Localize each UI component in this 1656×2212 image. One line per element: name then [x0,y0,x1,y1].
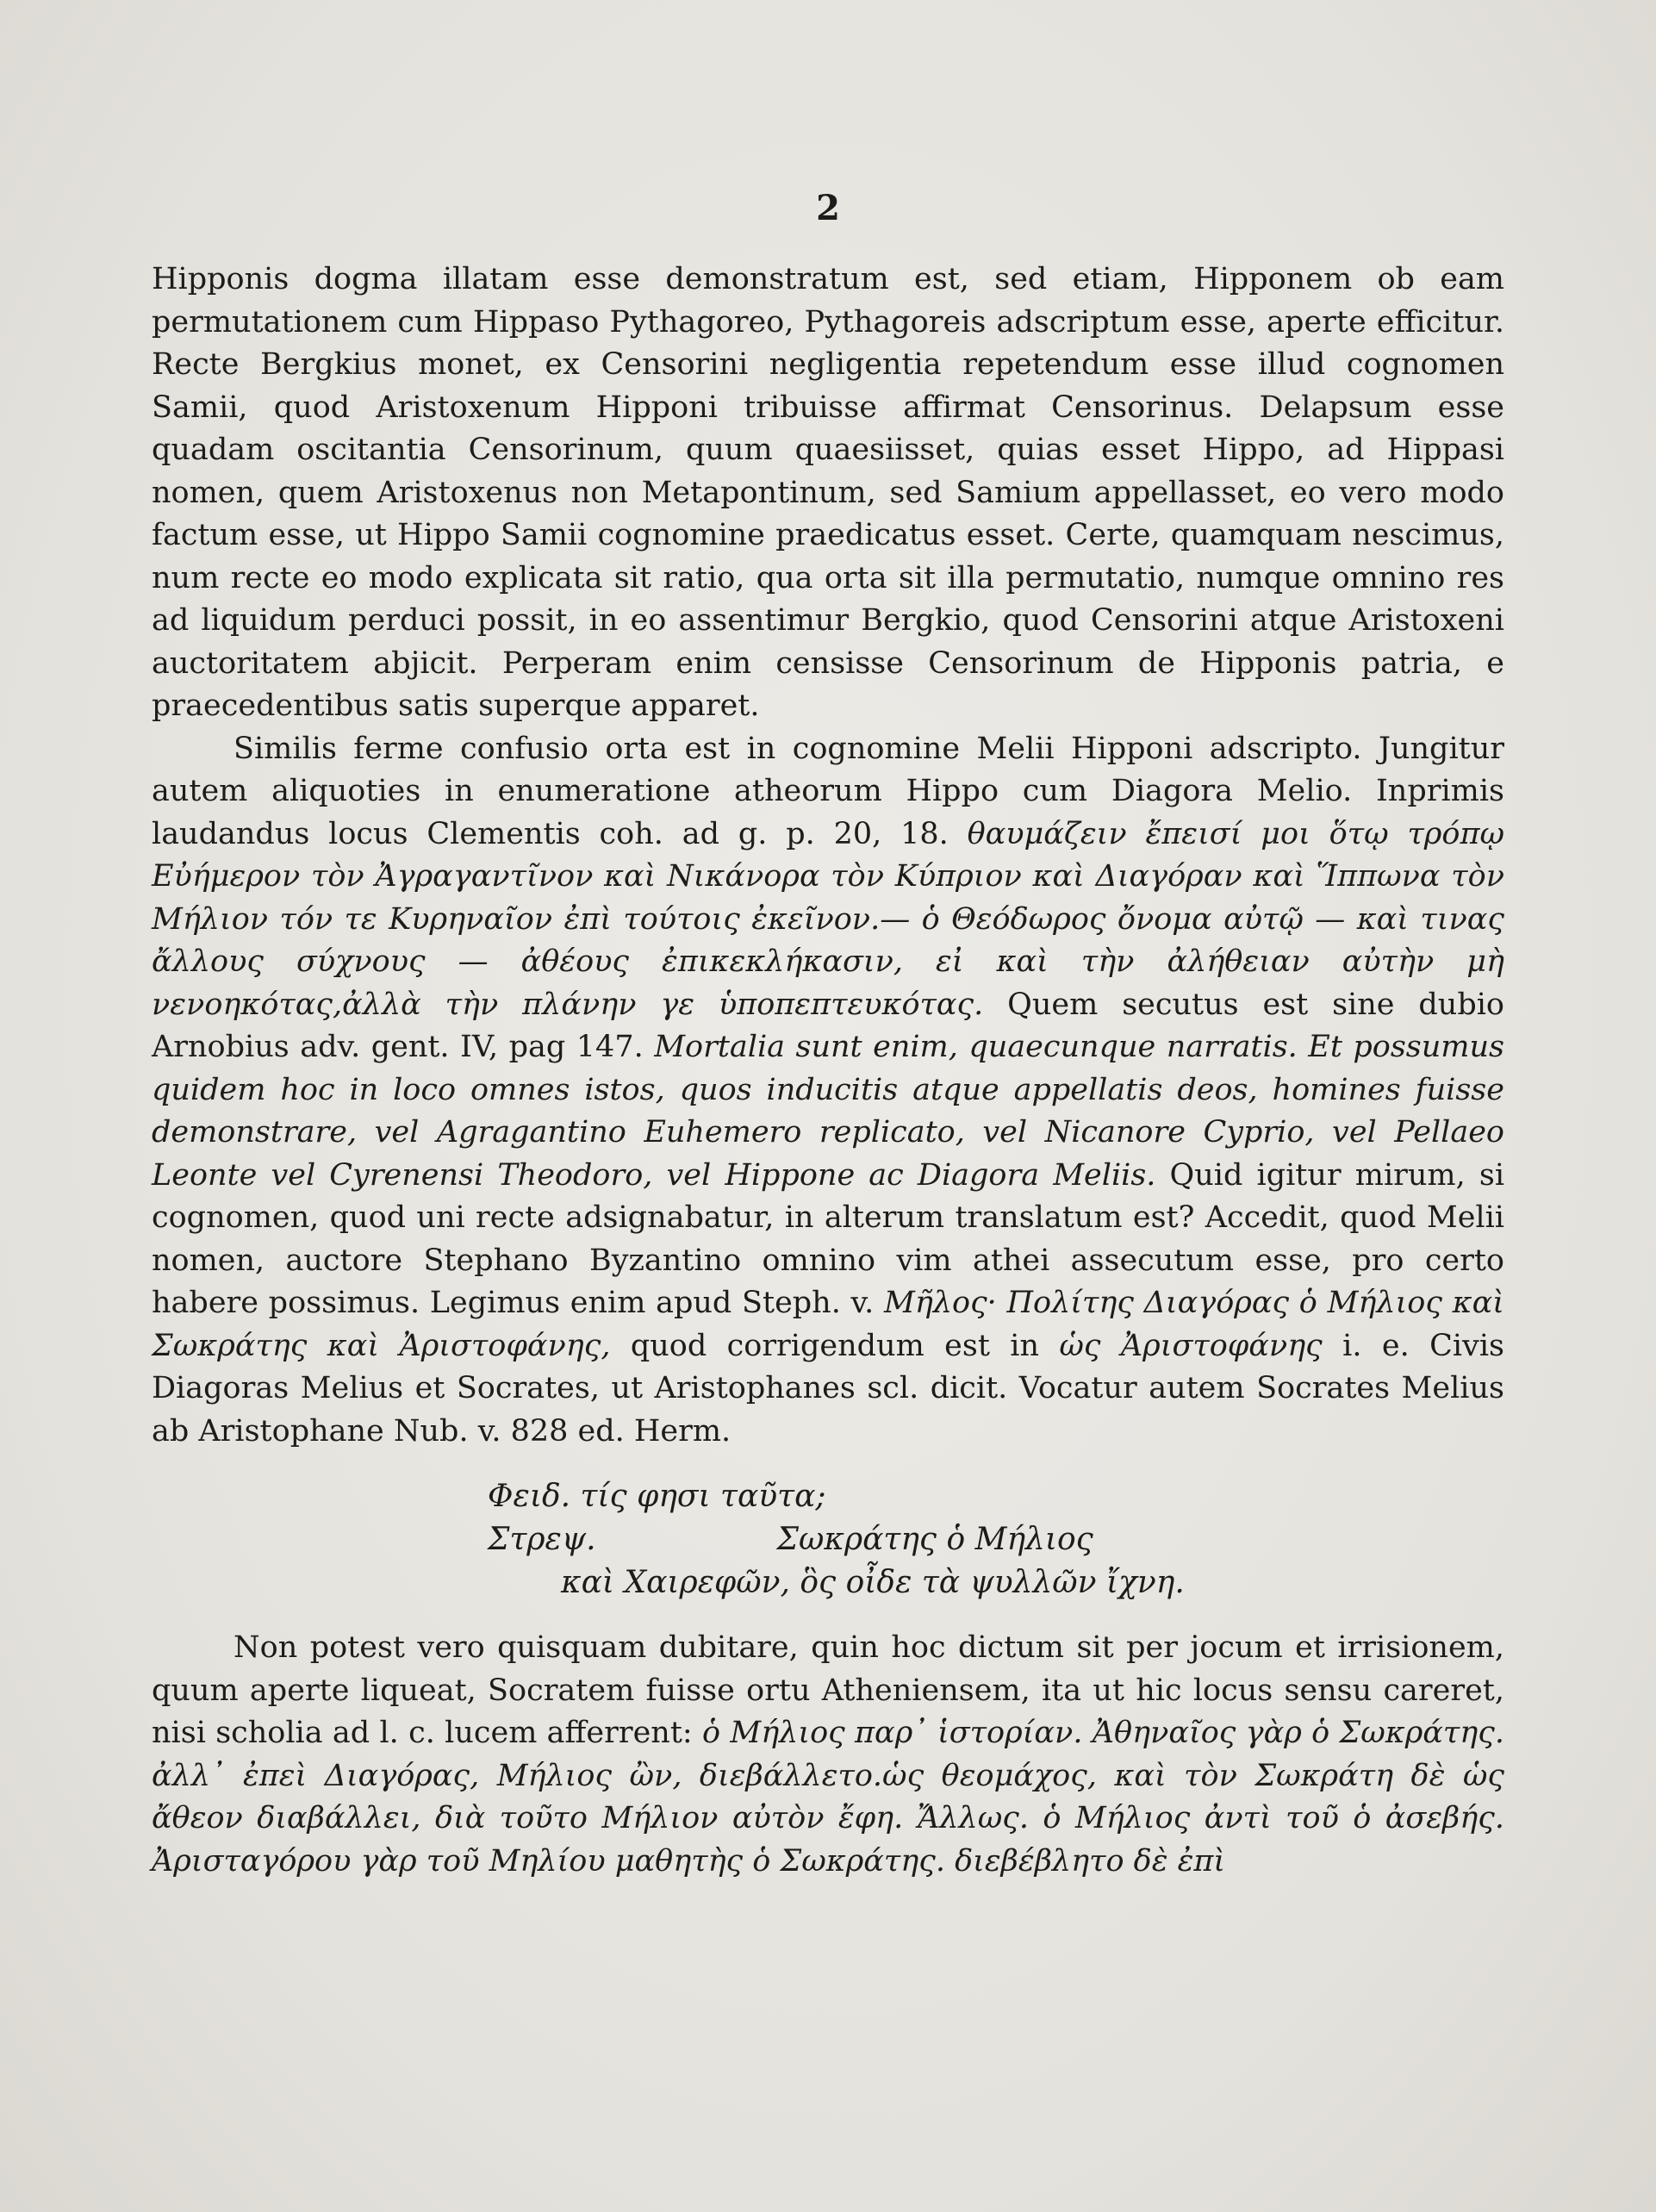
p2-latin-3: Quid igitur mirum, si cognomen, quod uni recte adsignabatur, in alterum translatum est? Accedit, quod Melii nomen, auctore Stephano Byzantino omnino vim athei assecutum esse, pro certo habere possimus. Legimus enim apud Steph. v. [152,1157,1505,1320]
p2-latin-5: i. e. Civis Diagoras Melius et Socrates, ut Aristophanes scl. dicit. Vocatur autem Socrates Melius ab Aristophane Nub. v. 828 ed. Herm. [152,1328,1504,1449]
page-number: 2 [816,188,840,228]
text-body [152,259,1504,1883]
p2-greek-clement: θαυμάζειν ἔπεισί μοι ὅτῳ τρόπῳ Εὐήμερον τὸν Ἀγραγαντῖνον καὶ Νικάνορα τὸν Κύπριον καὶ Διαγόραν καὶ Ἵππωνα τὸν Μήλιον τόν τε Κυρηναῖον ἐπὶ τούτοις ἐκεῖνον.— ὁ Θεόδωρος ὄνομα αὐτῷ — καὶ τινας ἄλλους σύχνους — ἀθέους ἐπικεκλήκασιν, εἰ καὶ τὴν ἀλήθειαν αὐτὴν μὴ νενοηκότας,ἀλλὰ τὴν πλάνην γε ὑποπεπτευκότας. [152,816,1504,1022]
p3-latin: Non potest vero quisquam dubitare, quin hoc dictum sit per jocum et irrisionem, quum aperte liqueat, Socratem fuisse ortu Atheniensem, ita ut hic locus sensu careret, nisi scholia ad l. c. lucem afferrent: [152,1630,1504,1750]
paragraph-2 [152,728,1504,1454]
p3-greek-scholia: ὁ Μήλιος παρ᾽ ἱστορίαν. Ἀθηναῖος γὰρ ὁ Σωκράτης. ἀλλ᾽ ἐπεὶ Διαγόρας, Μήλιος ὢν, διεβάλλετο.ὡς θεομάχος, καὶ τὸν Σωκράτη δὲ ὡς ἄθεον διαβάλλει, διὰ τοῦτο Μήλιον αὐτὸν ἔφη. Ἄλλως. ὁ Μήλιος ἀντὶ τοῦ ὁ ἀσεβής. Ἀρισταγόρου γὰρ τοῦ Μηλίου μαθητὴς ὁ Σωκράτης. διεβέβλητο δὲ ἐπὶ [152,1716,1504,1879]
p2-arnobius-quote: Mortalia sunt enim, quaecunque narratis. Et possumus quidem hoc in loco omnes istos, quos inducitis atque appellatis deos, homines fuisse demonstrare, vel Agragantino Euhemero replicato, vel Nicanore Cyprio, vel Pellaeo Leonte vel Cyrenensi Theodoro, vel Hippone ac Diagora Meliis. [152,1030,1504,1193]
p2-latin-4: quod corrigendum est in [610,1328,1060,1363]
verse-line-3: καὶ Χαιρεφῶν, ὃς οἶδε τὰ ψυλλῶν ἴχνη. [561,1565,1185,1600]
p2-greek-steph: Μῆλος· Πολίτης Διαγόρας ὁ Μήλιος καὶ Σωκράτης καὶ Ἀριστοφάνης, [152,1286,1504,1363]
verse-quotation [152,1475,1504,1604]
paragraph-1: Hipponis dogma illatam esse demonstratum est, sed etiam, Hipponem ob eam permutationem cum Hippaso Pythagoreo, Pythagoreis adscriptum esse, aperte efficitur. Recte Bergkius monet, ex Censorini negligentia repetendum esse illud cognomen Samii, quod Aristoxenum Hipponi tribuisse affirmat Censorinus. Delapsum esse quadam oscitantia Censorinum, quum quaesiisset, quias esset Hippo, ad Hippasi nomen, quem Aristoxenus non Metapontinum, sed Samium appellasset, eo vero modo factum esse, ut Hippo Samii cognomine praedicatus esset. Certe, quamquam nescimus, num recte eo modo explicata sit ratio, qua orta sit illa permutatio, numque omnino res ad liquidum perduci possit, in eo assentimur Bergkio, quod Censorini atque Aristoxeni auctoritatem abjicit. Perperam enim censisse Censorinum de Hipponis patria, e praecedentibus satis superque apparet. [152,262,1504,723]
verse-speech: Σωκράτης ὁ Μήλιος [776,1522,1093,1557]
p2-latin-1: Similis ferme confusio orta est in cognomine Melii Hipponi adscripto. Jungitur autem aliquoties in enumeratione atheorum Hippo cum Diagora Melio. Inprimis laudandus locus Clementis coh. ad g. p. 20, 18. [152,731,1504,851]
p2-latin-2: Quem secutus est sine dubio Arnobius adv. gent. IV, pag 147. [152,987,1504,1064]
paragraph-3 [152,1627,1504,1883]
verse-speaker: Στρεψ. [488,1522,596,1557]
verse-line-2 [152,1518,1504,1561]
verse-line-1: Φειδ. τίς φησι ταῦτα; [488,1479,826,1514]
p2-greek-correction: ὡς Ἀριστοφάνης [1059,1328,1323,1363]
